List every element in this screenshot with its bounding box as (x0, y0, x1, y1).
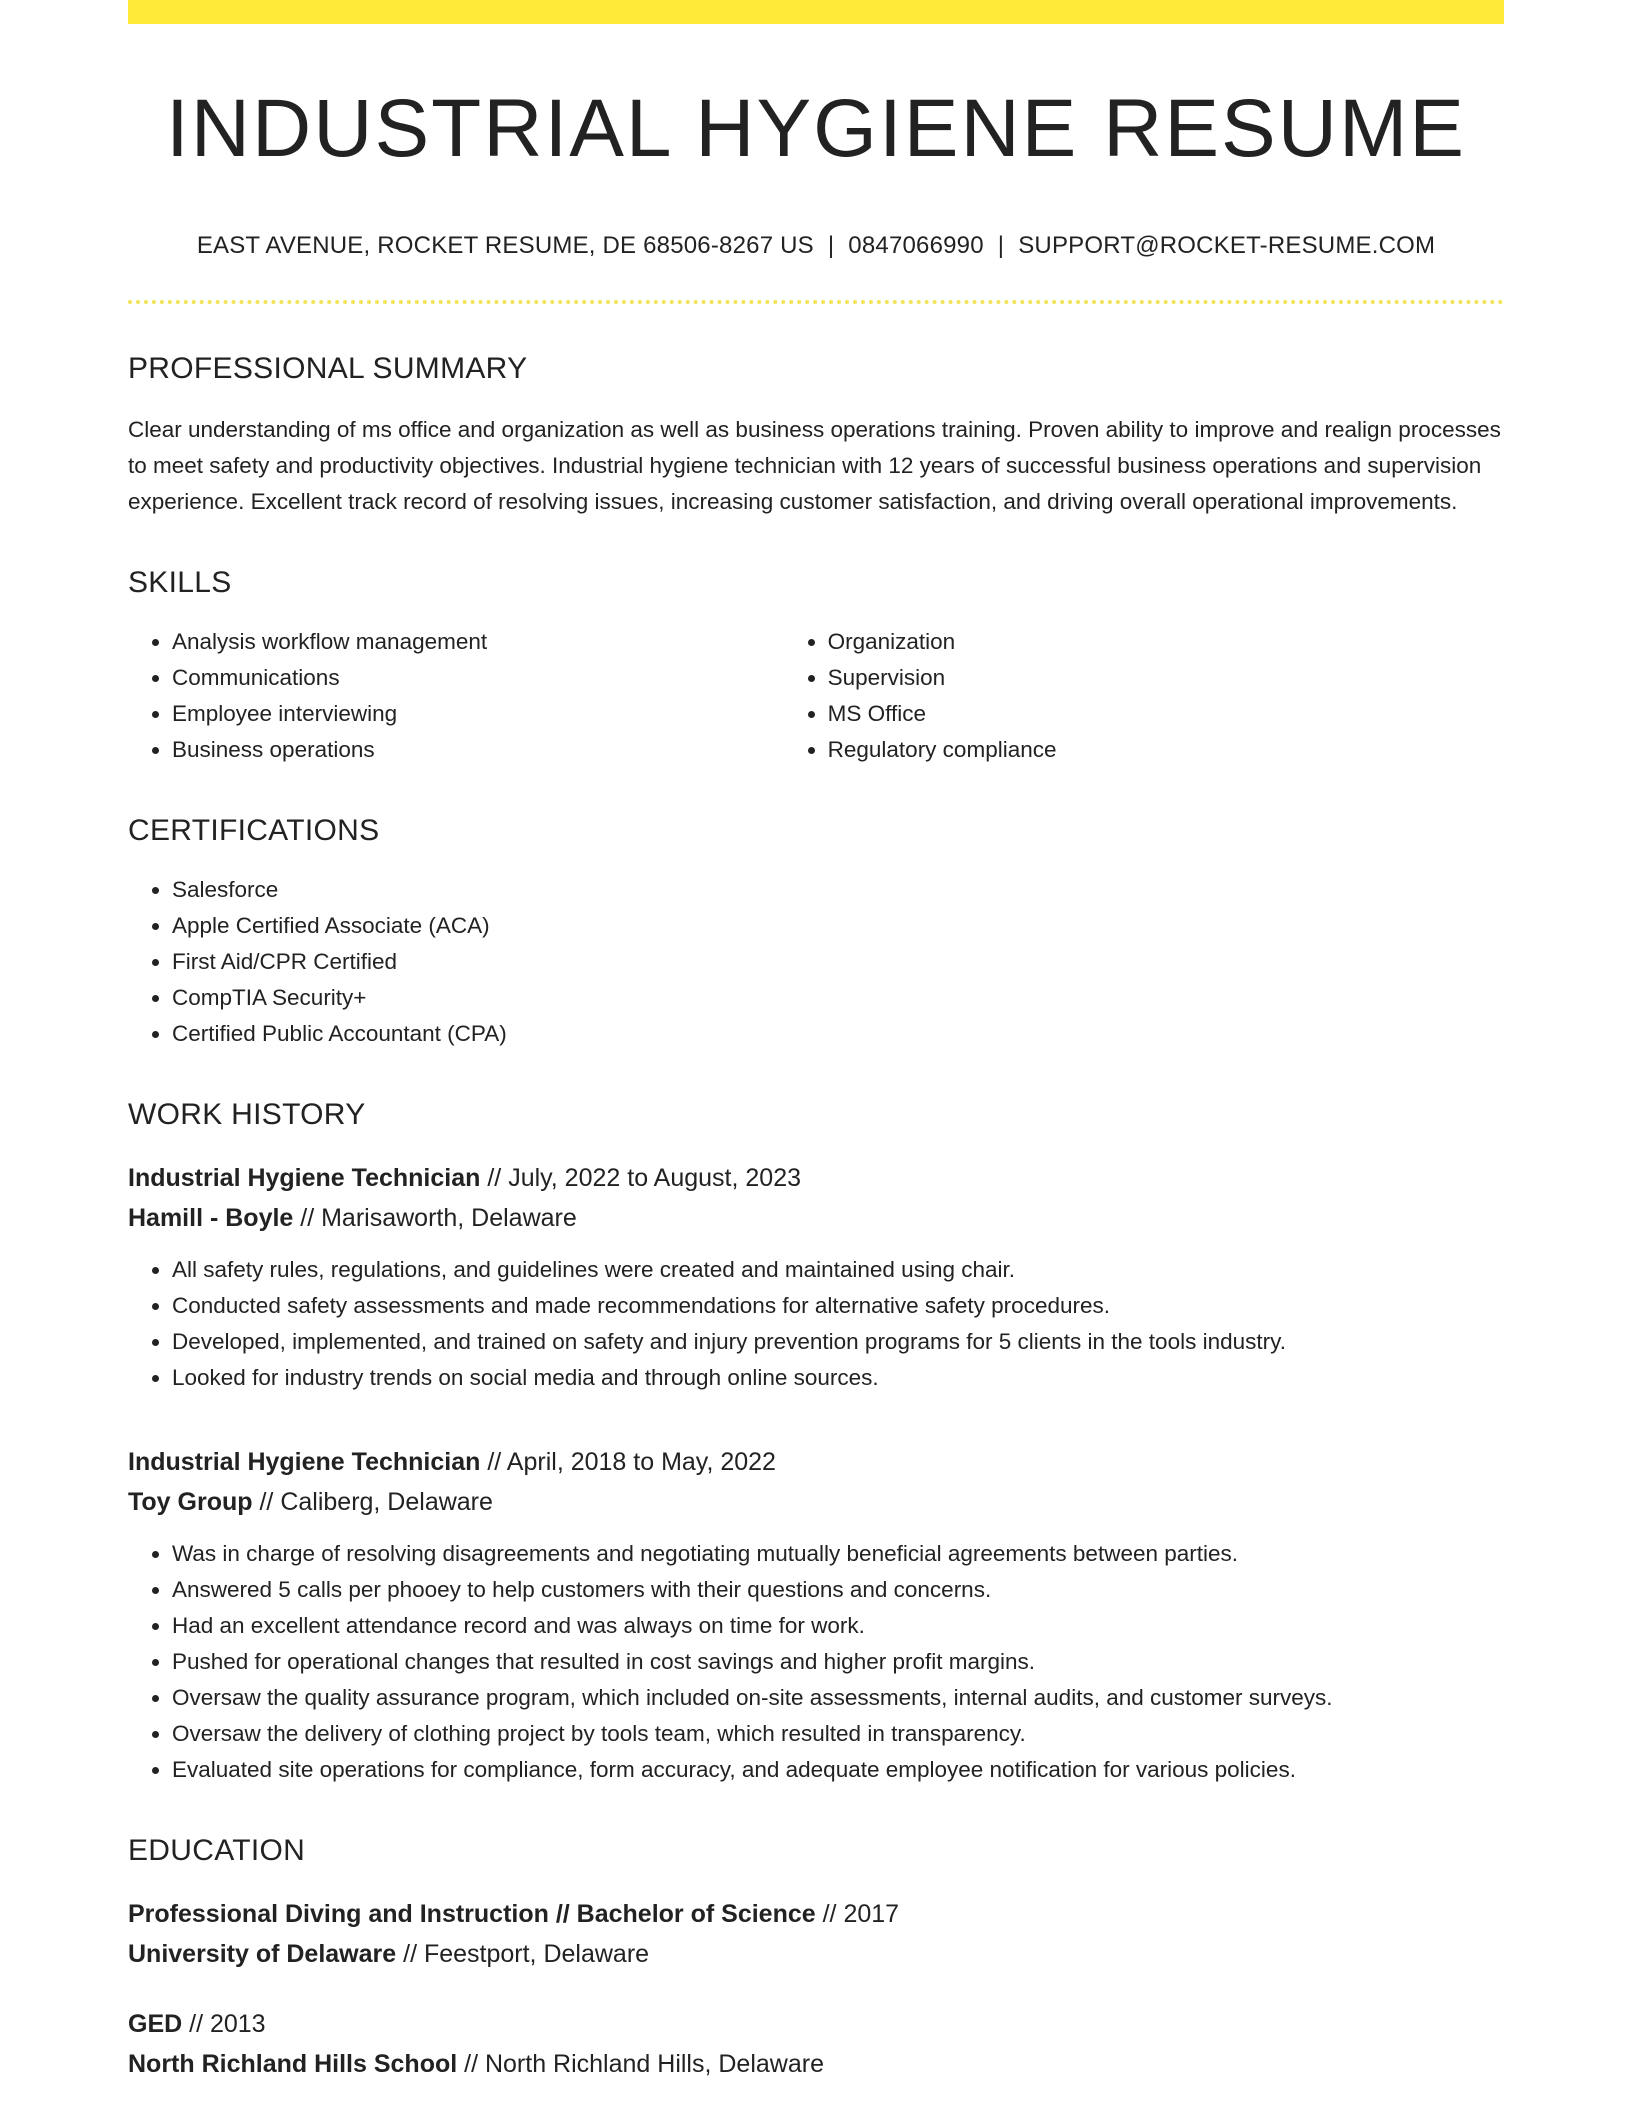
education-year: // 2017 (815, 1900, 900, 1929)
job-company-line (128, 1198, 1504, 1238)
job-title-line (128, 1158, 1504, 1198)
job-duty: • Pushed for operational changes that resulted in cost savings and higher profit margins. (172, 1644, 1504, 1680)
education-degree: Professional Diving and Instruction // Bachelor of Science (128, 1900, 816, 1929)
job-entry (128, 1158, 1504, 1396)
skills-list-left (128, 624, 784, 768)
skill-item: • Analysis workflow management (172, 624, 784, 660)
job-duty: • Developed, implemented, and trained on safety and injury prevention programs for 5 clients in the tools industry. (172, 1324, 1504, 1360)
job-duty: • Answered 5 calls per phooey to help customers with their questions and concerns. (172, 1572, 1504, 1608)
skill-item: • Supervision (828, 660, 1504, 696)
job-role: Industrial Hygiene Technician (128, 1164, 481, 1193)
job-location: // Marisaworth, Delaware (293, 1204, 577, 1233)
certification-item: • CompTIA Security+ (172, 980, 1504, 1016)
accent-bar (128, 0, 1504, 24)
certifications-heading: CERTIFICATIONS (128, 814, 380, 848)
education-degree: GED (128, 2010, 183, 2039)
education-entry (128, 2004, 1504, 2084)
contact-separator: | (827, 232, 835, 260)
education-school-line (128, 1934, 1504, 1974)
job-title-line (128, 1442, 1504, 1482)
contact-phone: 0847066990 (848, 232, 984, 260)
job-duty: • Looked for industry trends on social media and through online sources. (172, 1360, 1504, 1396)
job-dates: // April, 2018 to May, 2022 (480, 1448, 776, 1477)
job-company: Toy Group (128, 1488, 253, 1517)
education-school: University of Delaware (128, 1940, 397, 1969)
skill-item: • Business operations (172, 732, 784, 768)
education-degree-line (128, 2004, 1504, 2044)
education-degree-line (128, 1894, 1504, 1934)
resume-page (128, 0, 1504, 2084)
certification-item: • Certified Public Accountant (CPA) (172, 1016, 1504, 1052)
education-heading: EDUCATION (128, 1834, 306, 1868)
certification-item: • Apple Certified Associate (ACA) (172, 908, 1504, 944)
skill-item: • Communications (172, 660, 784, 696)
education-entry (128, 1894, 1504, 1974)
job-duty: • Conducted safety assessments and made recommendations for alternative safety procedures. (172, 1288, 1504, 1324)
job-duty: • Evaluated site operations for compliance, form accuracy, and adequate employee notification for various policies. (172, 1752, 1504, 1788)
job-entry (128, 1442, 1504, 1788)
education-school: North Richland Hills School (128, 2050, 458, 2079)
job-dates: // July, 2022 to August, 2023 (480, 1164, 801, 1193)
job-company-line (128, 1482, 1504, 1522)
job-duty: • Oversaw the delivery of clothing project by tools team, which resulted in transparency. (172, 1716, 1504, 1752)
education-year: // 2013 (182, 2010, 266, 2039)
certification-item: • Salesforce (172, 872, 1504, 908)
contact-separator: | (997, 232, 1005, 260)
resume-title: INDUSTRIAL HYGIENE RESUME (166, 83, 1466, 174)
job-location: // Caliberg, Delaware (252, 1488, 493, 1517)
contact-line (128, 232, 1504, 260)
contact-email[interactable]: SUPPORT@ROCKET-RESUME.COM (1018, 232, 1436, 260)
skill-item: • Regulatory compliance (828, 732, 1504, 768)
job-duty: • Was in charge of resolving disagreements and negotiating mutually beneficial agreements between parties. (172, 1536, 1504, 1572)
education-school-line (128, 2044, 1504, 2084)
certification-item: • First Aid/CPR Certified (172, 944, 1504, 980)
summary-text: Clear understanding of ms office and organization as well as business operations training. Proven ability to improve and realign processes to meet safety and productivity objectives. Industrial hygiene technician with 12 years of successful business operations and supervision experience. Excellent track record of resolving issues, increasing customer satisfaction, and driving overall operational improvements. (128, 417, 1501, 515)
education-location: // North Richland Hills, Delaware (457, 2050, 824, 2079)
job-duty: • Had an excellent attendance record and was always on time for work. (172, 1608, 1504, 1644)
certifications-list (128, 872, 1504, 1052)
skills-grid (128, 624, 1504, 768)
skills-list-right (784, 624, 1504, 768)
job-duty: • Oversaw the quality assurance program, which included on-site assessments, internal audits, and customer surveys. (172, 1680, 1504, 1716)
summary-heading: PROFESSIONAL SUMMARY (128, 352, 528, 386)
job-duty: • All safety rules, regulations, and guidelines were created and maintained using chair. (172, 1252, 1504, 1288)
work-history-heading: WORK HISTORY (128, 1098, 366, 1132)
education-location: // Feestport, Delaware (396, 1940, 650, 1969)
skill-item: • MS Office (828, 696, 1504, 732)
job-duties-list (128, 1252, 1504, 1396)
skill-item: • Employee interviewing (172, 696, 784, 732)
skills-heading: SKILLS (128, 566, 232, 600)
job-company: Hamill - Boyle (128, 1204, 294, 1233)
skill-item: • Organization (828, 624, 1504, 660)
contact-address: EAST AVENUE, ROCKET RESUME, DE 68506-8267 US (196, 232, 814, 260)
job-duties-list (128, 1536, 1504, 1788)
header-divider (128, 300, 1504, 304)
job-role: Industrial Hygiene Technician (128, 1448, 481, 1477)
